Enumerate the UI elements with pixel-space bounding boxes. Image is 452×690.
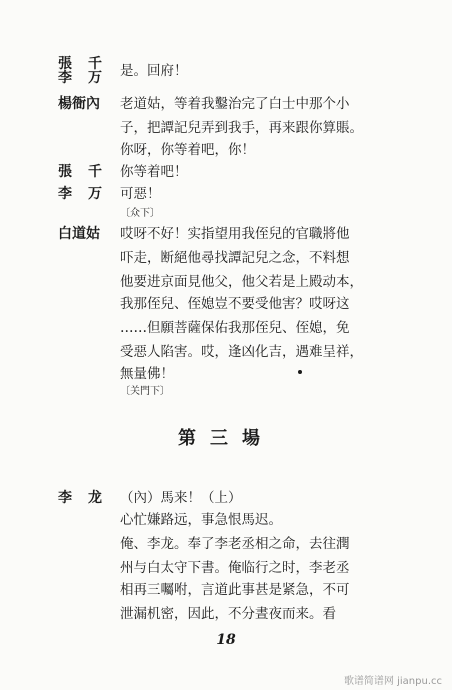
dialogue-line: 是。回府！	[120, 63, 188, 79]
speaker-li-wan: 李 万	[58, 70, 103, 86]
dialogue-line: 相再三囑咐，言道此事甚是紧急，不可	[120, 582, 350, 598]
dialogue-line: 吓走，断絕他尋找譚記兒之念，不料想	[120, 250, 350, 266]
stage-direction: 〔众下〕	[120, 208, 160, 219]
speaker-zhang-qian: 張 千	[58, 56, 103, 72]
dialogue-line: 你等着吧！	[120, 164, 188, 180]
page-number: 18	[216, 632, 236, 648]
stage-direction: 〔关門下〕	[120, 386, 170, 397]
speaker-zhang-qian: 張 千	[58, 164, 103, 180]
dialogue-line: 你呀，你等着吧，你！	[120, 142, 255, 158]
ink-dot	[298, 370, 302, 374]
dialogue-line: 子，把譚記兒弄到我手，再来跟你算賬。	[120, 120, 363, 136]
scene-title: 第三場	[178, 428, 274, 449]
dialogue-line: 無量佛！	[120, 366, 174, 382]
speaker-yang-yanei: 楊衙內	[58, 96, 100, 112]
dialogue-line: 我那侄兒、侄媳豈不要受他害？哎呀这	[120, 296, 350, 312]
watermark: 歌谱简谱网 jianpu.cc	[343, 676, 442, 687]
dialogue-line: （內）馬来！（上）	[120, 490, 242, 506]
dialogue-line: 老道姑，等着我鑿治完了白士中那个小	[120, 96, 350, 112]
speaker-bai-daogu: 白道姑	[58, 226, 100, 242]
dialogue-line: 州与白太守下書。俺临行之时，李老丞	[120, 560, 350, 576]
dialogue-line: 受惡人陷害。哎，逢凶化吉，遇难呈祥，	[120, 344, 363, 360]
speaker-li-wan: 李 万	[58, 186, 103, 202]
dialogue-line: 心忙嫌路远，事急恨馬迟。	[120, 512, 282, 528]
speaker-li-long: 李 龙	[58, 490, 103, 506]
dialogue-line: 可惡！	[120, 186, 161, 202]
dialogue-line: 他要进京面見他父，他父若是上殿动本，	[120, 274, 363, 290]
dialogue-line: 俺、李龙。奉了李老丞相之命，去往潤	[120, 536, 350, 552]
dialogue-line: 泄漏机密，因此，不分晝夜而来。看	[120, 606, 336, 622]
dialogue-line: 哎呀不好！实指望用我侄兒的官職將他	[120, 226, 350, 242]
dialogue-line: ……但願菩薩保佑我那侄兒、侄媳，免	[120, 320, 350, 336]
